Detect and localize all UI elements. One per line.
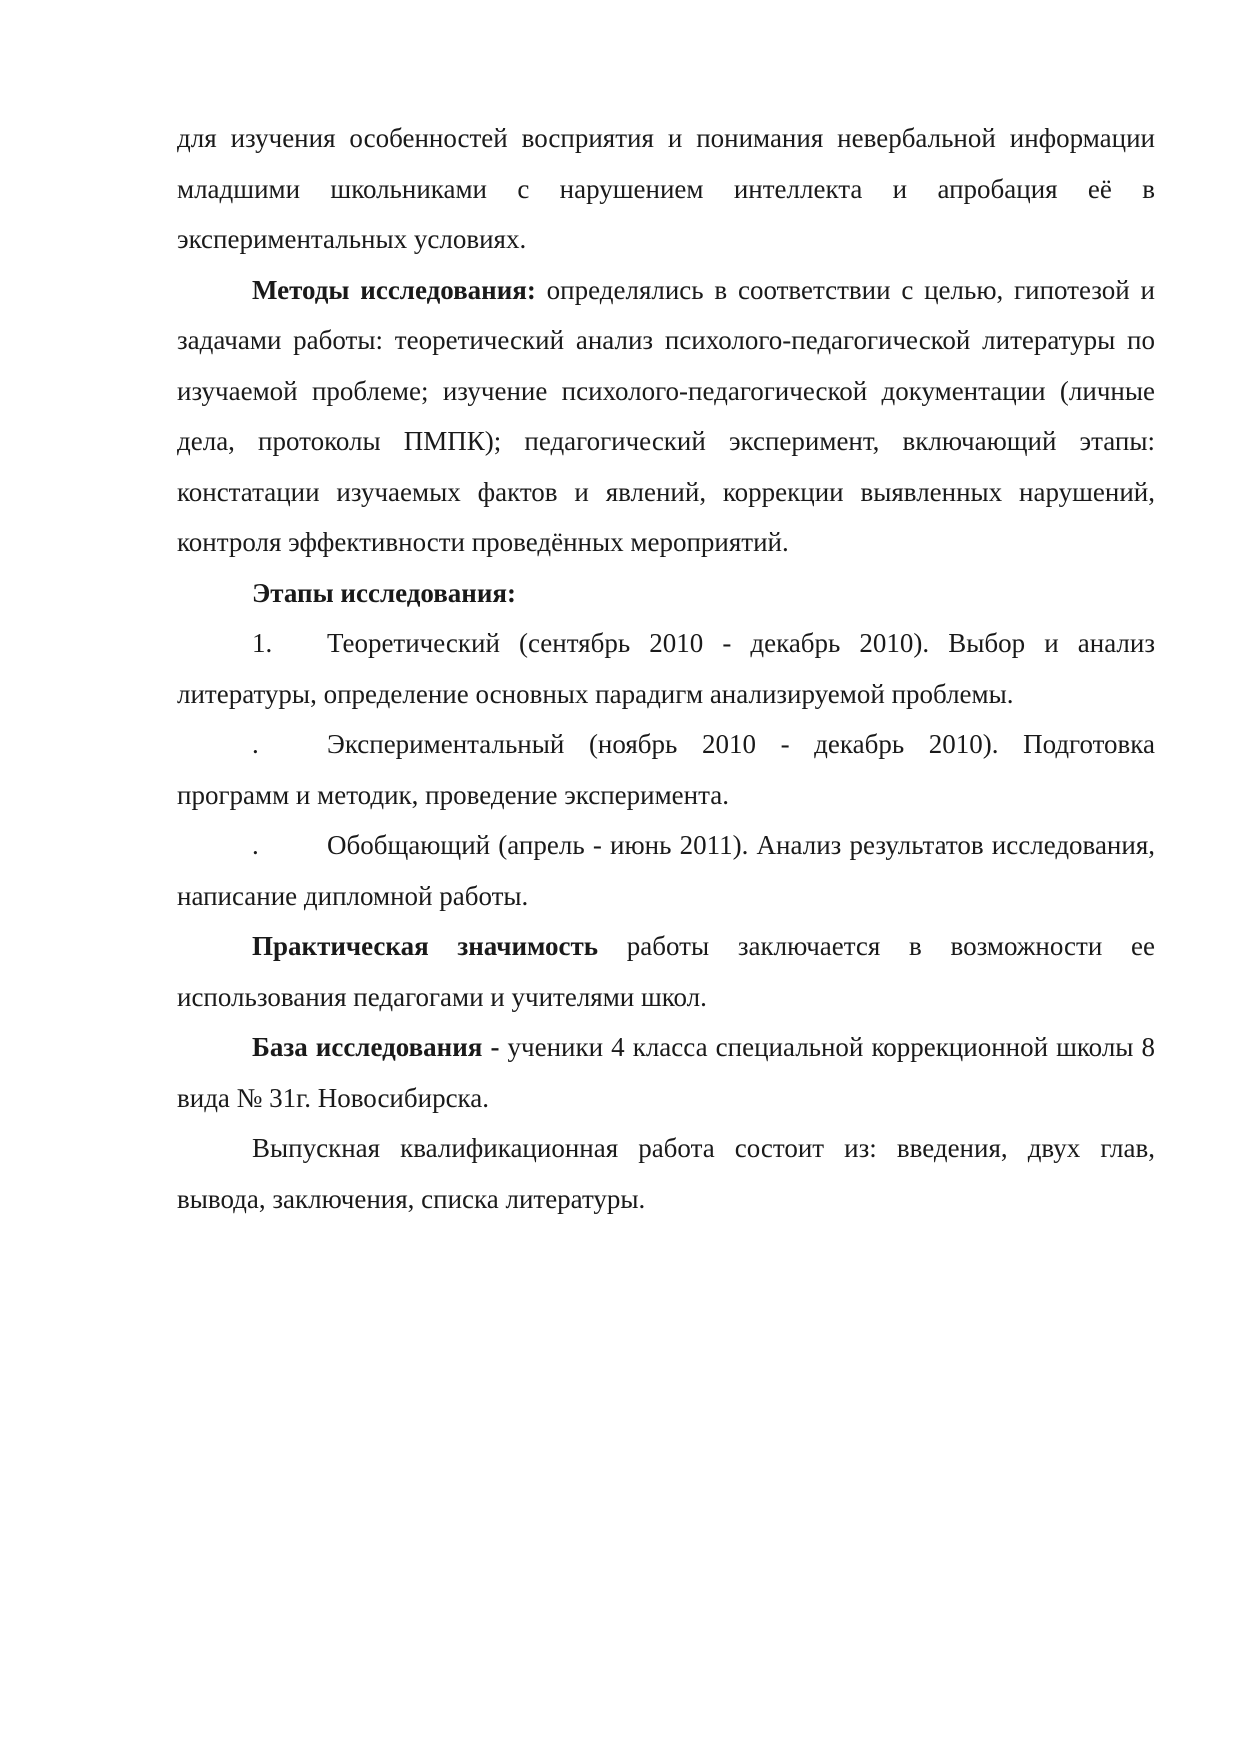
stages-heading-paragraph [177, 568, 1155, 619]
methods-paragraph [177, 265, 1155, 568]
page-text [177, 113, 1155, 1224]
base-paragraph [177, 1022, 1155, 1123]
structure-paragraph: Выпускная квалификационная работа состоит из: введения, двух глав, вывода, заключения, списка литературы. [177, 1133, 1155, 1214]
stage-text-2: Экспериментальный (ноябрь 2010 - декабрь 2010). Подготовка программ и методик, проведение эксперимента. [177, 729, 1155, 810]
stage-text-3: Обобщающий (апрель - июнь 2011). Анализ результатов исследования, написание дипломной работы. [177, 830, 1155, 911]
methods-heading: Методы исследования: [252, 274, 536, 305]
significance-heading: Практическая значимость [252, 931, 599, 961]
base-text: ученики 4 класса специальной коррекционной школы 8 вида № 31г. Новосибирска. [177, 1032, 1156, 1113]
stages-heading: Этапы исследования: [252, 577, 517, 608]
stage-marker-1: 1. [252, 628, 273, 658]
significance-text: работы заключается в возможности ее использования педагогами и учителями школ. [177, 931, 1155, 1012]
significance-paragraph [177, 921, 1155, 1022]
stage-marker-3: . [252, 830, 259, 860]
intro-paragraph: для изучения особенностей восприятия и понимания невербальной информации младшими школьниками с нарушением интеллекта и апробация её в экспериментальных условиях. [177, 123, 1155, 254]
base-heading: База исследования - [252, 1032, 500, 1062]
stage-marker-2: . [252, 729, 259, 759]
stage-item-2 [177, 719, 1155, 820]
stage-text-1: Теоретический (сентябрь 2010 - декабрь 2010). Выбор и анализ литературы, определение основных парадигм анализируемой проблемы. [177, 628, 1155, 709]
methods-text: определялись в соответствии с целью, гипотезой и задачами работы: теоретический анализ психолого-педагогической литературы по изучаемой проблеме; изучение психолого-педагогической документации (личные дела, протоколы ПМПК); педагогический эксперимент, включающий этапы: констатации изучаемых фактов и явлений, коррекции выявленных нарушений, контроля эффективности проведённых мероприятий. [177, 274, 1156, 557]
stage-item-1 [177, 618, 1155, 719]
stage-item-3 [177, 820, 1155, 921]
